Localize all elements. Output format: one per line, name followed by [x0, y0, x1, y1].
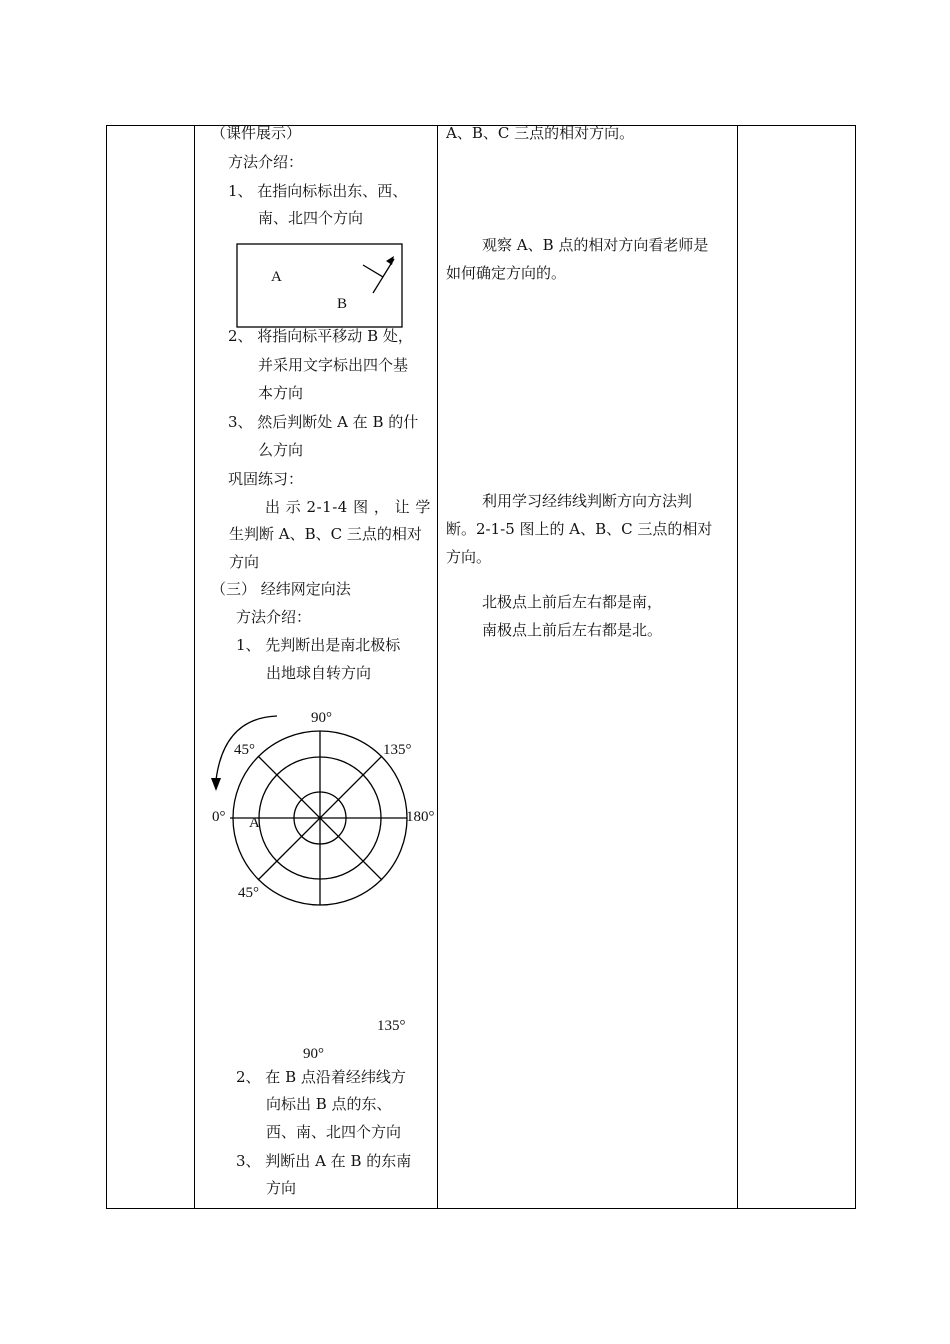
student-activity-text: 利用学习经纬线判断方向方法判: [482, 492, 693, 510]
student-activity-text: 如何确定方向的。: [446, 264, 567, 282]
practice-text: 出 示 2-1-4 图 ， 让 学: [265, 498, 431, 516]
step-text: 2、 在 B 点沿着经纬线方: [236, 1068, 406, 1086]
method-intro-heading: 方法介绍：: [228, 153, 304, 171]
step-text: 方向: [266, 1179, 297, 1197]
section-heading: （三） 经纬网定向法: [211, 580, 351, 598]
student-activity-text: 断。2-1-5 图上的 A、B、C 三点的相对: [446, 520, 713, 538]
step-text: 本方向: [258, 384, 304, 402]
lesson-table: [106, 125, 856, 1209]
column-divider: [194, 126, 195, 1208]
student-activity-text: A、B、C 三点的相对方向。: [446, 124, 635, 142]
step-text: 西、南、北四个方向: [266, 1123, 402, 1141]
label-180: 180°: [406, 809, 435, 825]
polar-graticule-diagram: [200, 700, 440, 910]
step-text: 2、 将指向标平移动 B 处，: [228, 327, 413, 345]
practice-text: 生判断 A、B、C 三点的相对: [229, 525, 422, 543]
direction-box-diagram: [236, 243, 404, 329]
step-text: 并采用文字标出四个基: [258, 356, 409, 374]
point-b-label: B: [337, 296, 348, 312]
label-90-stray: 90°: [303, 1046, 324, 1062]
step-text: 向标出 B 点的东、: [266, 1095, 392, 1113]
step-text: 3、 然后判断处 A 在 B 的什: [228, 413, 419, 431]
step-text: 南、北四个方向: [258, 209, 364, 227]
step-text: 1、 在指向标标出东、西、: [228, 182, 408, 200]
label-135-stray: 135°: [377, 1018, 406, 1034]
practice-heading: 巩固练习：: [228, 470, 304, 488]
label-45-upper: 45°: [234, 742, 255, 758]
column-divider: [737, 126, 738, 1208]
point-a-label: A: [249, 815, 260, 831]
label-0: 0°: [212, 809, 226, 825]
point-a-label: A: [271, 269, 282, 285]
courseware-label: （课件展示）: [211, 124, 302, 142]
column-divider: [437, 126, 438, 1208]
practice-text: 方向: [229, 553, 260, 571]
student-activity-text: 方向。: [446, 548, 492, 566]
student-activity-text: 北极点上前后左右都是南，: [482, 593, 663, 611]
step-text: 出地球自转方向: [266, 664, 372, 682]
label-45-lower: 45°: [238, 885, 259, 901]
method-intro-heading: 方法介绍：: [236, 608, 312, 626]
step-text: 3、 判断出 A 在 B 的东南: [236, 1152, 412, 1170]
student-activity-text: 观察 A、B 点的相对方向看老师是: [482, 236, 709, 254]
step-text: 1、 先判断出是南北极标: [236, 636, 401, 654]
label-90: 90°: [311, 710, 332, 726]
student-activity-text: 南极点上前后左右都是北。: [482, 621, 663, 639]
label-135-upper: 135°: [383, 742, 412, 758]
step-text: 么方向: [258, 441, 304, 459]
